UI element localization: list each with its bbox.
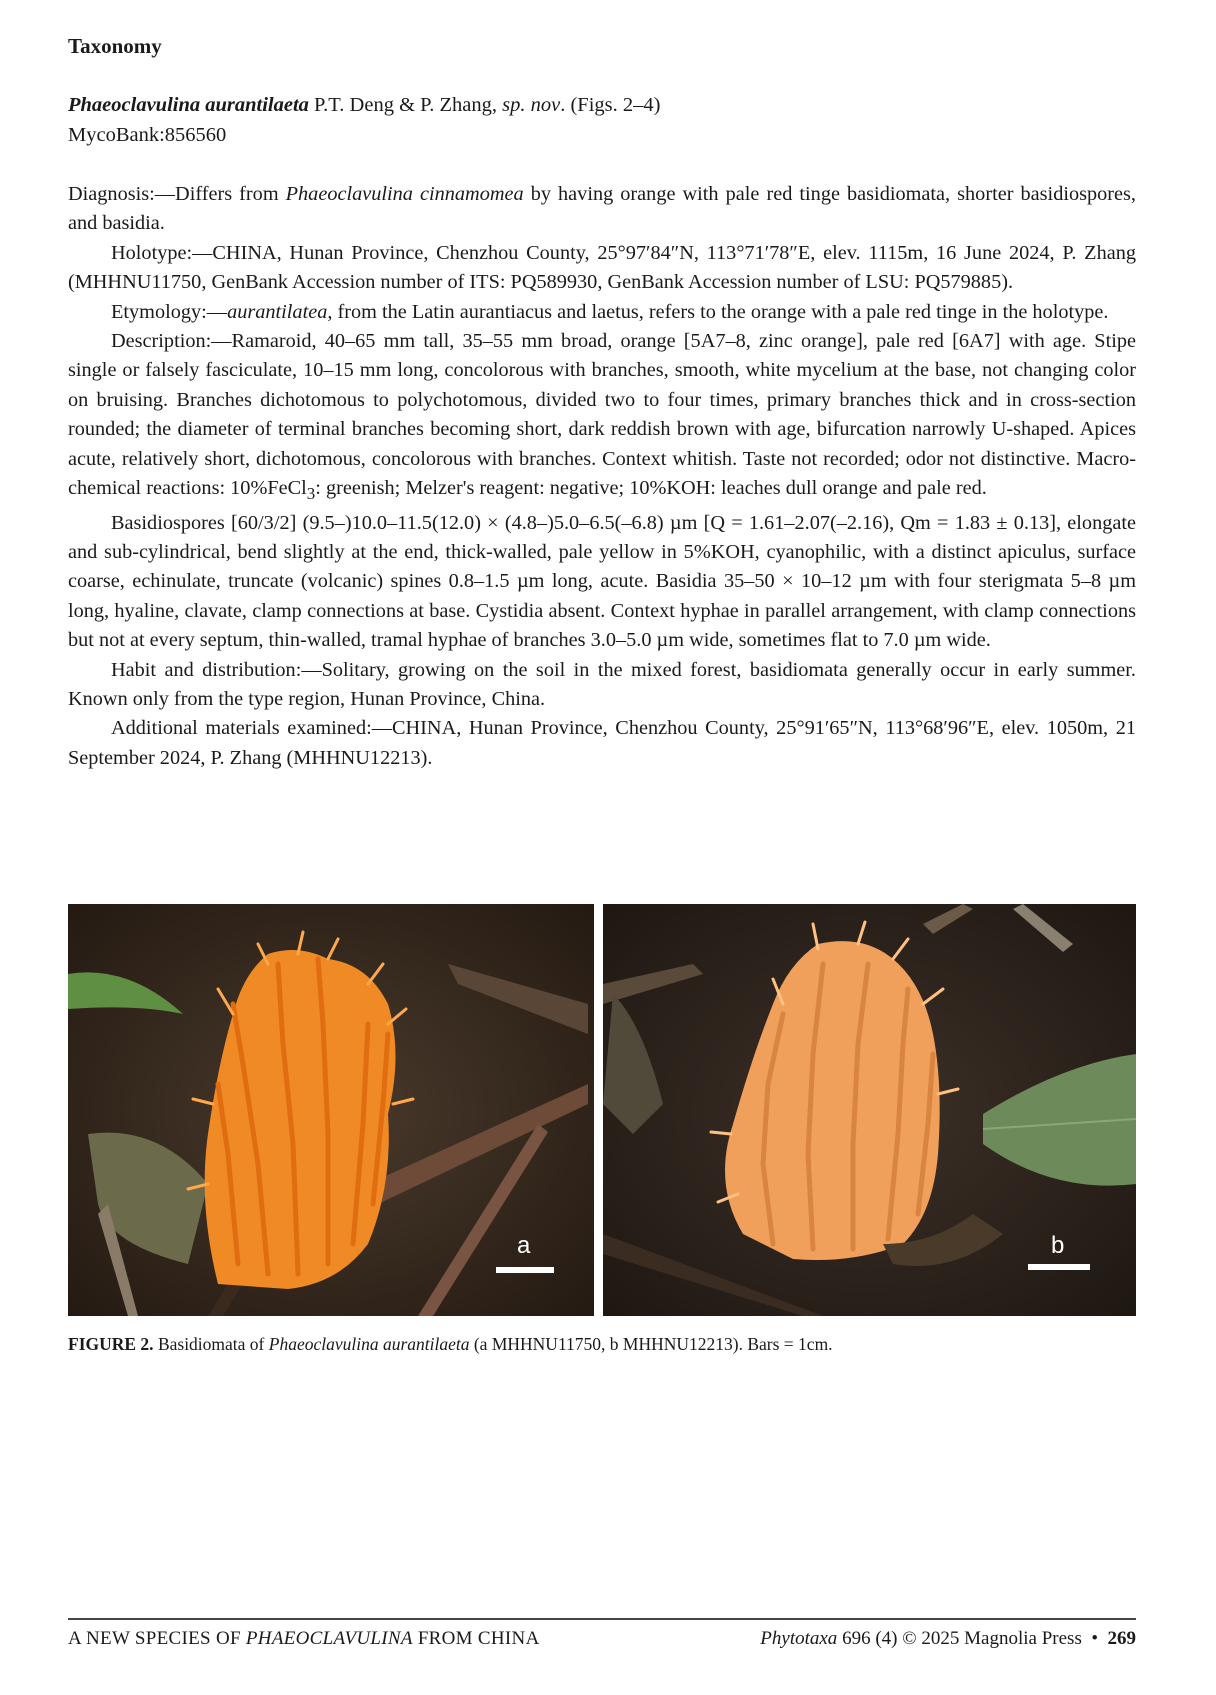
journal-info (760, 1628, 1136, 1650)
caption-species: Phaeoclavulina aurantilaeta (268, 1334, 470, 1354)
figure-2 (68, 904, 1136, 1316)
mycobank-number: MycoBank:856560 (68, 124, 227, 146)
running-title (68, 1628, 540, 1650)
caption-label: FIGURE 2. (68, 1334, 154, 1354)
journal-volume: 696 (4) © 2025 Magnolia Press • (837, 1628, 1108, 1649)
section-heading: Taxonomy (68, 34, 162, 58)
diagnosis-paragraph (68, 180, 1136, 239)
photo-panel-b (603, 904, 1136, 1316)
species-line (68, 94, 660, 117)
etymology-epithet: aurantilatea (227, 300, 328, 323)
description-text: Description:—Ramaroid, 40–65 mm tall, 35–55 mm broad, orange [5A7–8, zinc orange], pale red [6A7] with age. Stipe single or falsely fasciculate, 10–15 mm long, concolorous with branches, smooth, white mycelium at the base, not changing color on bruising. Branches dichotomous to polychotomous, divided two to four times, primary branches thick and in cross-section rounded; the diameter of terminal branches becoming short, dark reddish brown with age, bifurcation narrowly U-shaped. Apices acute, relatively short, dichotomous, concolorous with branches. Context whitish. Taste not recorded; odor not distinctive. Macro-chemical reactions: 10%FeCl (68, 330, 1136, 500)
description-paragraph (68, 327, 1136, 508)
species-figs: . (Figs. 2–4) (560, 94, 661, 116)
panel-label-a: a (517, 1232, 531, 1259)
species-description-body (68, 180, 1136, 773)
running-title-genus: PHAEOCLAVULINA (245, 1628, 413, 1649)
running-title-post: FROM CHINA (412, 1628, 540, 1649)
etymology-paragraph (68, 298, 1136, 327)
description-text-end: : greenish; Melzer's reagent: negative; 10%KOH: leaches dull orange and pale red. (315, 477, 987, 500)
additional-materials-paragraph: Additional materials examined:—CHINA, Hunan Province, Chenzhou County, 25°91′65″N, 113°68′96″E, elev. 1050m, 21 September 2024, P. Zhang (MHHNU12213). (68, 717, 1136, 769)
etymology-label: Etymology:— (111, 300, 228, 323)
description-subscript: 3 (306, 484, 316, 504)
species-authors: P.T. Deng & P. Zhang, (308, 94, 503, 116)
journal-name: Phytotaxa (760, 1628, 838, 1649)
photo-panel-a (68, 904, 594, 1316)
running-title-pre: A NEW SPECIES OF (68, 1628, 246, 1649)
habit-paragraph: Habit and distribution:—Solitary, growing on the soil in the mixed forest, basidiomata generally occur in early summer. Known only from the type region, Hunan Province, China. (68, 658, 1136, 710)
caption-text-end: (a MHHNU11750, b MHHNU12213). Bars = 1cm. (469, 1334, 833, 1354)
species-name: Phaeoclavulina aurantilaeta (68, 94, 309, 116)
etymology-text: , from the Latin aurantiacus and laetus, refers to the orange with a pale red tinge in the holotype. (327, 300, 1109, 323)
figure-caption (68, 1334, 833, 1355)
footer-rule (68, 1618, 1136, 1620)
caption-text: Basidiomata of (153, 1334, 269, 1354)
panel-label-b: b (1051, 1232, 1065, 1259)
diagnosis-text: Diagnosis:—Differs from (68, 183, 286, 205)
species-status: sp. nov (502, 94, 561, 116)
holotype-paragraph: Holotype:—CHINA, Hunan Province, Chenzhou County, 25°97′84″N, 113°71′78″E, elev. 1115m, 16 June 2024, P. Zhang (MHHNU11750, GenBank Accession number of ITS: PQ589930, GenBank Accession number of LSU: PQ579885). (68, 241, 1136, 294)
basidiospores-paragraph: Basidiospores [60/3/2] (9.5–)10.0–11.5(12.0) × (4.8–)5.0–6.5(–6.8) µm [Q = 1.61–2.07(–2.16), Qm = 1.83 ± 0.13], elongate and sub-cylindrical, bend slightly at the end, thick-walled, pale yellow in 5%KOH, cyanophilic, with a distinct apiculus, surface coarse, echinulate, truncate (volcanic) spines 0.8–1.5 µm long, acute. Basidia 35–50 × 10–12 µm with four sterigmata 5–8 µm long, hyaline, clavate, clamp connections at base. Cystidia absent. Context hyphae in parallel arrangement, with clamp connections but not at every septum, thin-walled, tramal hyphae of branches 3.0–5.0 µm wide, sometimes flat to 7.0 µm wide. (68, 511, 1136, 652)
fungus-photo-a (68, 904, 594, 1316)
page-number: 269 (1107, 1628, 1136, 1649)
diagnosis-text-end: by having orange with pale red tinge basidiomata, shorter basidiospores, and basidia. (68, 183, 1136, 235)
diagnosis-compare-species: Phaeoclavulina cinnamomea (285, 183, 524, 205)
